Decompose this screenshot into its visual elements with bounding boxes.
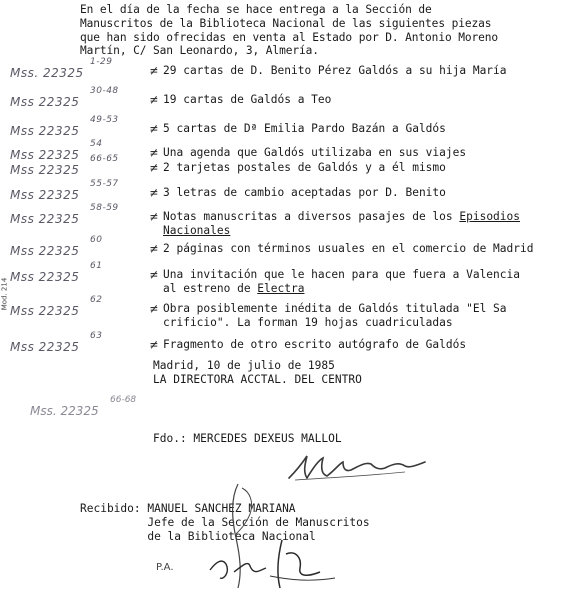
place-date-and-title: Madrid, 10 de julio de 1985 LA DIRECTORA ACCTAL. DEL CENTRO: [153, 359, 362, 386]
list-item: [0, 203, 570, 237]
shelfmark-annotation: Mss 22325 55-57: [10, 179, 119, 202]
item-text: Una agenda que Galdós utilizaba en sus viajes: [163, 146, 467, 159]
tick-mark: ≠: [150, 302, 158, 317]
shelfmark-annotation: Mss 22325 54: [10, 139, 103, 162]
item-text: 3 letras de cambio aceptadas por D. Benito: [163, 186, 446, 199]
shelfmark-annotation: Mss. 22325 66-68: [30, 395, 137, 418]
tick-mark: ≠: [150, 338, 158, 353]
list-item: [0, 87, 570, 117]
underlined-title: Episodios Nacionales: [163, 210, 520, 237]
shelfmark-annotation: Mss 22325 60: [10, 235, 103, 258]
receiver-signature: [150, 480, 350, 595]
tick-mark: ≠: [150, 186, 158, 201]
tick-mark: ≠: [150, 93, 158, 108]
item-text: Fragmento de otro escrito autógrafo de Galdós: [163, 338, 467, 351]
tick-mark: ≠: [150, 268, 158, 283]
item-text: 29 cartas de D. Benito Pérez Galdós a su hija María: [163, 64, 507, 77]
list-item: [0, 332, 570, 362]
received-by-block: Recibido: MANUEL SANCHEZ MARIANA Jefe de la Sección de Manuscritos de la Biblioteca Nacional: [80, 502, 370, 543]
item-text: 5 cartas de Dª Emilia Pardo Bazán a Galdós: [163, 122, 446, 135]
tick-mark: ≠: [150, 161, 158, 176]
list-item: [0, 58, 570, 88]
shelfmark-annotation: Mss. 22325 1-29: [10, 57, 113, 80]
shelfmark-annotation: Mss 22325 66-65: [10, 154, 119, 177]
form-model-label: Mod. 214: [0, 277, 9, 311]
list-item: [0, 295, 570, 329]
tick-mark: ≠: [150, 64, 158, 79]
item-text: Obra posiblemente inédita de Galdós titulada "El Sa crificio". La forman 19 hojas cuadriculadas: [163, 302, 507, 329]
shelfmark-annotation: Mss 22325 63: [10, 331, 103, 354]
shelfmark-annotation: Mss 22325 62: [10, 295, 103, 318]
director-signature: [285, 448, 435, 484]
shelfmark-annotation: Mss 22325 30-48: [10, 86, 119, 109]
item-text: 2 tarjetas postales de Galdós y a él mismo: [163, 161, 446, 174]
shelfmark-annotation: Mss 22325 58-59: [10, 203, 119, 226]
tick-mark: ≠: [150, 146, 158, 161]
item-text: 2 páginas con términos usuales en el comercio de Madrid: [163, 242, 534, 255]
shelfmark-annotation: Mss 22325 61: [10, 261, 103, 284]
tick-mark: ≠: [150, 210, 158, 225]
pa-mark: P.A.: [156, 562, 174, 573]
signed-by-line: Fdo.: MERCEDES DEXEUS MALLOL: [153, 432, 342, 445]
item-text: Una invitación que le hacen para que fuera a Valencia al estreno de Electra: [163, 268, 520, 295]
shelfmark-annotation: Mss 22325 49-53: [10, 115, 119, 138]
tick-mark: ≠: [150, 242, 158, 257]
tick-mark: ≠: [150, 122, 158, 137]
underlined-title: Electra: [257, 281, 305, 295]
item-text: 19 cartas de Galdós a Teo: [163, 93, 332, 106]
item-text: Notas manuscritas a diversos pasajes de los Episodios Nacionales: [163, 210, 520, 237]
intro-paragraph: En el día de la fecha se hace entrega a la Sección de Manuscritos de la Biblioteca Nacional de las siguientes piezas que han sido ofrecidas en venta al Estado por D. Antonio Moreno Martín, C/ San Leonardo, 3, Almería.: [80, 3, 499, 58]
